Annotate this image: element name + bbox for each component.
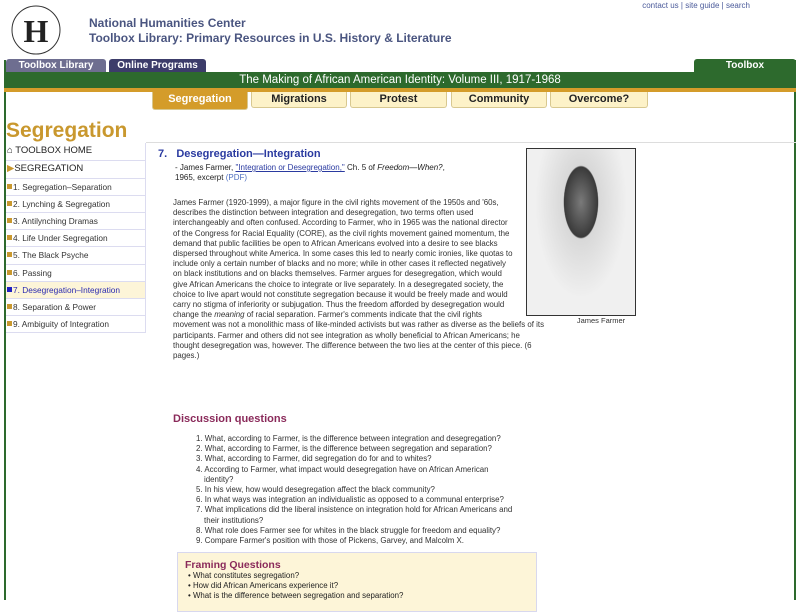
framing-question: • What is the difference between segregation and separation? <box>188 591 404 600</box>
org-name[interactable]: National Humanities Center <box>89 16 246 30</box>
sidebar-item-8[interactable] <box>6 299 145 316</box>
question: 9. Compare Farmer's position with those of Pickens, Garvey, and Malcolm X. <box>196 536 464 546</box>
framing-question: • What constitutes segregation? <box>188 571 300 580</box>
subtab-segregation[interactable]: Segregation <box>152 92 248 110</box>
photo-image <box>526 148 636 316</box>
photo-caption: James Farmer <box>576 316 626 325</box>
search-link[interactable]: search <box>725 1 750 10</box>
sidebar-item-label: 6. Passing <box>13 267 52 278</box>
sidebar-item-label: 7. Desegregation–Integration <box>13 284 121 295</box>
nhc-logo[interactable] <box>10 2 62 58</box>
bullet-icon <box>7 252 12 257</box>
discussion-heading: Discussion questions <box>173 413 287 425</box>
sidebar-item-label: 5. The Black Psyche <box>13 250 89 261</box>
divider <box>146 142 796 143</box>
bullet-icon <box>7 321 12 326</box>
tab-toolbox[interactable]: Toolbox <box>694 59 796 72</box>
sidebar-item-label: 2. Lynching & Segregation <box>13 198 111 209</box>
bullet-icon <box>7 304 12 309</box>
subtab-community[interactable]: Community <box>451 92 547 108</box>
citation: - James Farmer, "Integration or Desegregation," Ch. 5 of Freedom—When?, 1965, excerpt (PDF) <box>175 163 445 182</box>
bullet-icon <box>7 270 12 275</box>
sidebar-item-9[interactable] <box>6 316 145 333</box>
framing-questions-box <box>177 552 537 612</box>
article-title: 7. Desegregation—Integration <box>158 148 321 160</box>
sidebar-item-label: TOOLBOX HOME <box>15 145 93 156</box>
sidebar <box>6 143 146 333</box>
sidebar-item-7-selected[interactable] <box>6 282 145 299</box>
top-links: contact us | site guide | search <box>642 1 750 10</box>
article-header <box>158 148 788 183</box>
question: 3. What, according to Farmer, did segregation do for and to whites? <box>196 454 432 464</box>
question: 6. In what ways was integration an individualistic as opposed to a communal enterprise? <box>196 495 504 505</box>
sidebar-item-3[interactable] <box>6 213 145 230</box>
bullet-icon <box>7 201 12 206</box>
sidebar-item-label: SEGREGATION <box>14 162 84 174</box>
triangle-right-icon: ▶ <box>7 162 15 174</box>
subtab-protest[interactable]: Protest <box>350 92 447 108</box>
sidebar-item-segregation[interactable] <box>6 161 145 179</box>
question: 1. What, according to Farmer, is the difference between integration and desegregation? <box>196 434 501 443</box>
site-header <box>89 16 452 46</box>
svg-text:H: H <box>23 13 49 49</box>
bullet-icon <box>7 218 12 223</box>
bullet-icon <box>7 235 12 240</box>
framing-heading: Framing Questions <box>185 559 281 571</box>
bullet-icon <box>7 184 12 189</box>
site-subtitle[interactable]: Toolbox Library: Primary Resources in U.S. History & Literature <box>89 31 452 45</box>
subtab-overcome[interactable]: Overcome? <box>550 92 648 108</box>
james-farmer-photo <box>526 148 636 325</box>
home-icon: ⌂ <box>7 145 13 156</box>
question: 4. According to Farmer, what impact would desegregation have on African American identity? <box>196 464 489 484</box>
pdf-link[interactable]: (PDF) <box>225 173 248 182</box>
sidebar-item-label: 9. Ambiguity of Integration <box>13 319 109 330</box>
sidebar-item-label: 1. Segregation–Separation <box>13 181 112 192</box>
sidebar-item-2[interactable] <box>6 196 145 213</box>
sidebar-item-toolbox-home[interactable] <box>6 143 145 161</box>
subtab-migrations[interactable]: Migrations <box>251 92 347 108</box>
sidebar-item-6[interactable] <box>6 265 145 282</box>
sidebar-item-1[interactable] <box>6 179 145 196</box>
question: 5. In his view, how would desegregation affect the black community? <box>196 485 435 495</box>
contact-us-link[interactable]: contact us <box>642 1 679 10</box>
sidebar-item-4[interactable] <box>6 230 145 247</box>
question: 2. What, according to Farmer, is the difference between segregation and separation? <box>196 444 492 454</box>
framing-question: • How did African Americans experience it? <box>188 581 339 590</box>
tab-online-programs[interactable]: Online Programs <box>109 59 206 72</box>
sidebar-item-label: 4. Life Under Segregation <box>13 233 108 244</box>
sidebar-item-5[interactable] <box>6 247 145 264</box>
site-guide-link[interactable]: site guide <box>685 1 720 10</box>
bullet-icon <box>7 287 12 292</box>
question: 8. What role does Farmer see for whites in the black struggle for freedom and equality? <box>196 525 501 535</box>
page-title: Segregation <box>6 119 128 142</box>
sidebar-item-label: 8. Separation & Power <box>13 301 97 312</box>
question: 7. What implications did the liberal insistence on integration hold for African Americans and their institutions? <box>196 505 513 525</box>
article-body: James Farmer James Farmer (1920-1999), a major figure in the civil rights movement of the 1950s and '60s, describes the distinction between integration and desegregation, two terms often used interchangeably and often confused. According to Farmer, who in 1965 was the national director of the Congress for Racial Equality (CORE), as the civil rights movement gained momentum, the demand that public facilities be open to African Americans evolved into a desire to see blacks dispersed throughout white America. In some cases this led to nearly comic ironies, like quotas to include only a certain number of blacks and no more; while in other cases it reflected negatively on black institutions and on blacks themselves. Farmer argues for desegregation, which would give African Americans the choice to integrate or live separately. In a desegregated society, the choice to live apart would not constitute segregation because it would be freely made and would carry no stigma of inferiority or subjugation. Thus the freedom afforded by desegregation would change the meaning of racial separation. Farmer's comments indicate that the civil rights movement was not a monolithic mass of like-minded activists but was rather as diverse as the beliefs of its participants. Farmer and others did not see integration as wholly beneficial to African Americans; he thought desegregation was, however. The difference between the two lies at the center of this piece. (6 pages.) <box>173 198 548 361</box>
document-link[interactable]: "Integration or Desegregation," <box>235 163 345 172</box>
tab-toolbox-library[interactable]: Toolbox Library <box>6 59 106 72</box>
sidebar-item-label: 3. Antilynching Dramas <box>13 215 98 226</box>
collection-banner: The Making of African American Identity: Volume III, 1917-1968 <box>4 72 796 88</box>
discussion-list <box>196 434 516 546</box>
